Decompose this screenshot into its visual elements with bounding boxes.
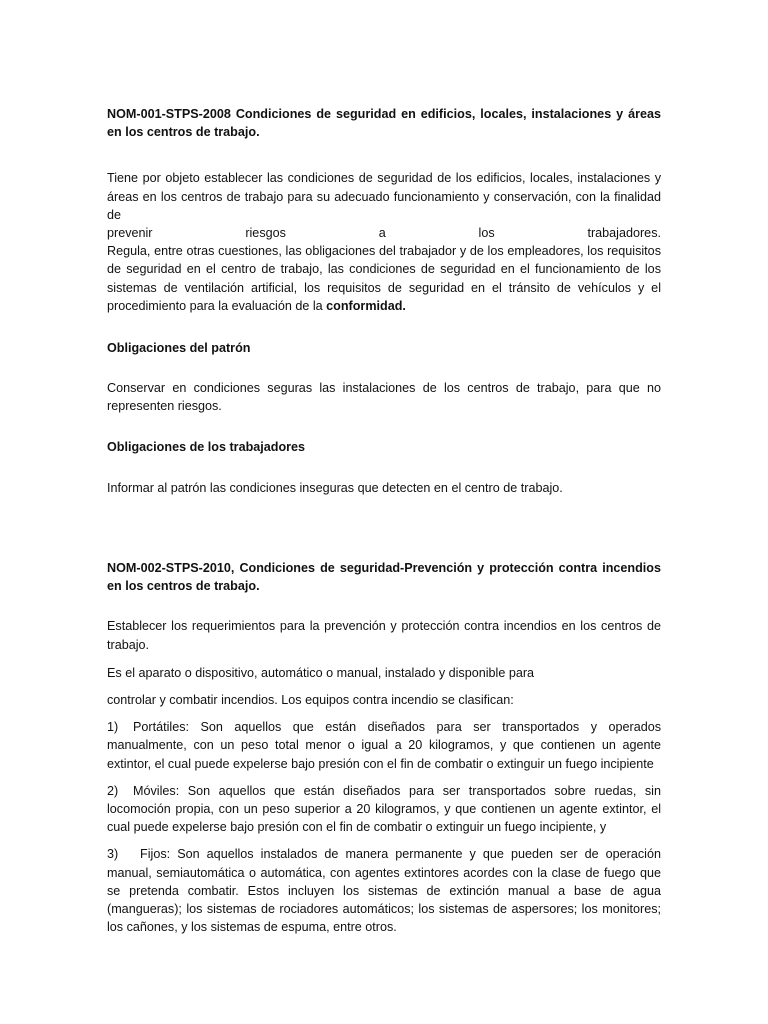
obligaciones-trabajadores-heading: Obligaciones de los trabajadores xyxy=(107,439,306,454)
nom-001-intro-line-2: prevenir riesgos a los trabajadores. xyxy=(107,226,661,241)
nom-002-definition-line-2: controlar y combatir incendios. Los equipos contra incendio se clasifican: xyxy=(107,693,514,708)
list-item-fijos xyxy=(107,845,661,936)
nom-001-intro-text: Regula, entre otras cuestiones, las obligaciones del trabajador y de los empleadores, los requisitos de seguridad en el centro de trabajo, las condiciones de seguridad en el funcionamiento de los sistemas de ventilación artificial, los requisitos de seguridad en el tránsito de vehículos y el procedimiento para la evaluación de la xyxy=(107,244,661,313)
list-item-portatiles xyxy=(107,718,661,773)
nom-002-intro: Establecer los requerimientos para la prevención y protección contra incendios en los centros de trabajo. xyxy=(107,619,661,652)
list-item-number: 3) xyxy=(107,847,119,862)
list-item-text: Móviles: Son aquellos que están diseñados para ser transportados sobre ruedas, sin locomoción propia, con un peso superior a 20 kilogramos, y que contienen un agente extintor, el cual puede expelerse bajo presión con el fin de combatir o extinguir un fuego incipiente, y xyxy=(107,783,661,835)
list-item-moviles xyxy=(107,782,661,837)
nom-002-definition-line-1: Es el aparato o dispositivo, automático o manual, instalado y disponible para xyxy=(107,665,535,680)
nom-001-intro-line-1: Tiene por objeto establecer las condiciones de seguridad de los edificios, locales, instalaciones y áreas en los centros de trabajo para su adecuado funcionamiento y conservación, con la finalidad de xyxy=(107,171,661,222)
document-content xyxy=(107,105,661,937)
nom-001-intro-paragraph xyxy=(107,242,661,315)
obligaciones-patron-text: Conservar en condiciones seguras las instalaciones de los centros de trabajo, para que no representen riesgos. xyxy=(107,381,661,414)
list-item-number: 1) xyxy=(107,720,119,735)
obligaciones-trabajadores-text: Informar al patrón las condiciones inseguras que detecten en el centro de trabajo. xyxy=(107,480,563,495)
nom-001-conformidad: conformidad. xyxy=(326,298,406,313)
list-item-text: Portátiles: Son aquellos que están diseñados para ser transportados y operados manualmente, con un peso total menor o igual a 20 kilogramos, y que contienen un agente extintor, el cual puede expelerse bajo presión con el fin de combatir o extinguir un fuego incipiente xyxy=(107,720,661,771)
obligaciones-patron-heading: Obligaciones del patrón xyxy=(107,341,251,356)
list-item-number: 2) xyxy=(107,783,119,798)
nom-001-title: NOM-001-STPS-2008 Condiciones de seguridad en edificios, locales, instalaciones y áreas en los centros de trabajo. xyxy=(107,107,661,140)
nom-002-title: NOM-002-STPS-2010, Condiciones de seguridad-Prevención y protección contra incendios en los centros de trabajo. xyxy=(107,561,661,594)
list-item-text: Fijos: Son aquellos instalados de manera permanente y que pueden ser de operación manual, semiautomática o automática, con agentes extintores acordes con la clase de fuego que se pretenda combatir. Estos incluyen los sistemas de extinción manual a base de agua (mangueras); los sistemas de rociadores automáticos; los sistemas de aspersores; los monitores; los cañones, y los sistemas de espuma, entre otros. xyxy=(107,847,661,935)
